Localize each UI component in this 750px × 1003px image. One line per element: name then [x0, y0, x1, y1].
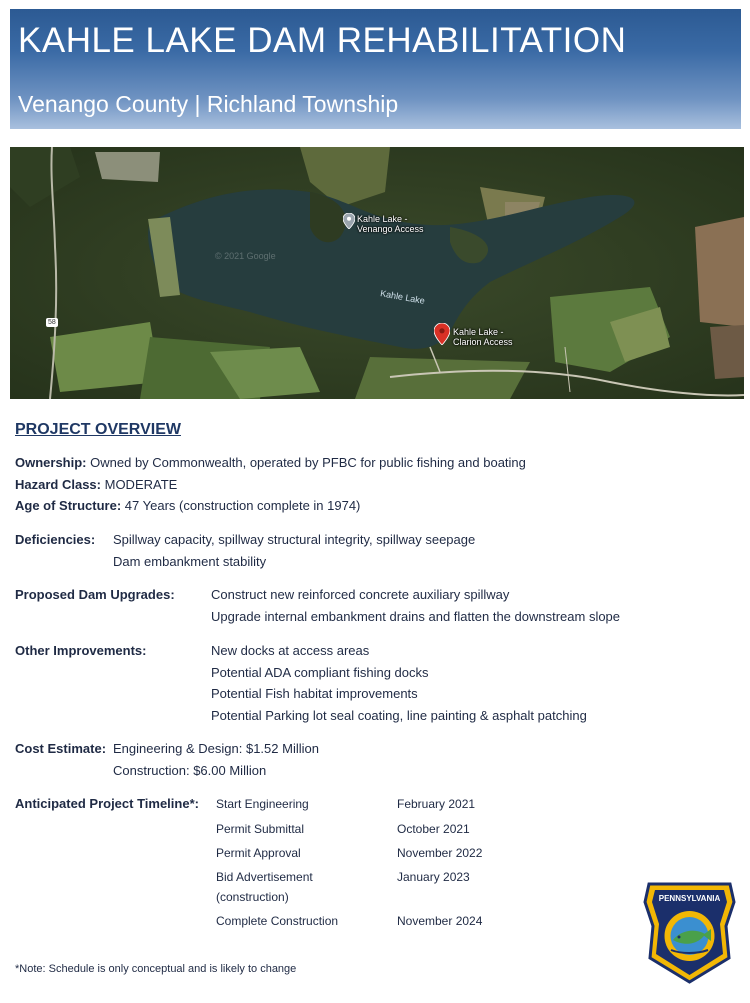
satellite-map: [10, 147, 744, 399]
dam-upgrade-item: Upgrade internal embankment drains and flatten the downstream slope: [211, 609, 621, 624]
deficiency-item: Spillway capacity, spillway structural integrity, spillway seepage: [113, 532, 476, 547]
schedule-footnote: *Note: Schedule is only conceptual and is likely to change: [15, 963, 297, 975]
hazard-class-line: [15, 477, 177, 492]
timeline-task: Bid Advertisement: [216, 870, 313, 884]
timeline-task: Permit Approval: [216, 846, 301, 860]
hazard-class-label: Hazard Class:: [15, 477, 101, 492]
improvement-item: Potential Fish habitat improvements: [211, 686, 418, 701]
venango-access-label-line2: Venango Access: [357, 224, 424, 234]
lake-name-label: Kahle Lake: [379, 288, 426, 306]
timeline-task: Start Engineering: [216, 797, 309, 811]
timeline-date: January 2023: [397, 870, 470, 884]
clarion-access-label-line1: Kahle Lake -: [453, 327, 504, 337]
timeline-task-continuation: (construction): [216, 890, 289, 904]
deficiency-item: Dam embankment stability: [113, 554, 267, 569]
cost-item: Construction: $6.00 Million: [113, 763, 267, 778]
age-of-structure-label: Age of Structure:: [15, 498, 122, 513]
title-banner: [10, 9, 741, 129]
cost-item: Engineering & Design: $1.52 Million: [113, 741, 319, 756]
venango-access-label-line1: Kahle Lake -: [357, 214, 408, 224]
page-title: KAHLE LAKE DAM REHABILITATION: [18, 21, 627, 60]
section-heading-project-overview: PROJECT OVERVIEW: [15, 421, 181, 438]
ownership-label: Ownership:: [15, 455, 87, 470]
age-of-structure-line: [15, 498, 360, 513]
page-subtitle: Venango County | Richland Township: [18, 91, 399, 117]
hazard-class-value: MODERATE: [104, 477, 178, 492]
logo-text-top: PENNSYLVANIA: [658, 894, 721, 903]
dam-upgrade-item: Construct new reinforced concrete auxiliary spillway: [211, 587, 510, 602]
clarion-access-label-line2: Clarion Access: [453, 337, 513, 347]
timeline-date: October 2021: [397, 822, 470, 836]
deficiencies-label: Deficiencies:: [15, 532, 96, 547]
ownership-line: [15, 455, 526, 470]
age-of-structure-value: 47 Years (construction complete in 1974): [124, 498, 361, 513]
timeline-date: November 2022: [397, 846, 483, 860]
timeline-date: February 2021: [397, 797, 476, 811]
timeline-task: Complete Construction: [216, 914, 339, 928]
cost-estimate-label: Cost Estimate:: [15, 741, 107, 756]
improvement-item: New docks at access areas: [211, 643, 370, 658]
ownership-value: Owned by Commonwealth, operated by PFBC for public fishing and boating: [90, 455, 526, 470]
clarion-access-label: [453, 327, 513, 347]
other-improvements-label: Other Improvements:: [15, 643, 147, 658]
timeline-date: November 2024: [397, 914, 483, 928]
map-watermark: © 2021 Google: [215, 251, 276, 261]
pfbc-logo: [641, 880, 738, 986]
road-shield: 58: [48, 319, 56, 326]
map-imagery: [10, 147, 744, 399]
timeline-label: Anticipated Project Timeline*:: [15, 796, 199, 811]
improvement-item: Potential ADA compliant fishing docks: [211, 665, 429, 680]
venango-access-label: [357, 214, 424, 234]
dam-upgrades-label: Proposed Dam Upgrades:: [15, 587, 175, 602]
timeline-task: Permit Submittal: [216, 822, 305, 836]
clarion-access-pin-icon[interactable]: [434, 323, 450, 345]
improvement-item: Potential Parking lot seal coating, line painting & asphalt patching: [211, 708, 587, 723]
venango-access-pin-icon[interactable]: [343, 213, 355, 229]
